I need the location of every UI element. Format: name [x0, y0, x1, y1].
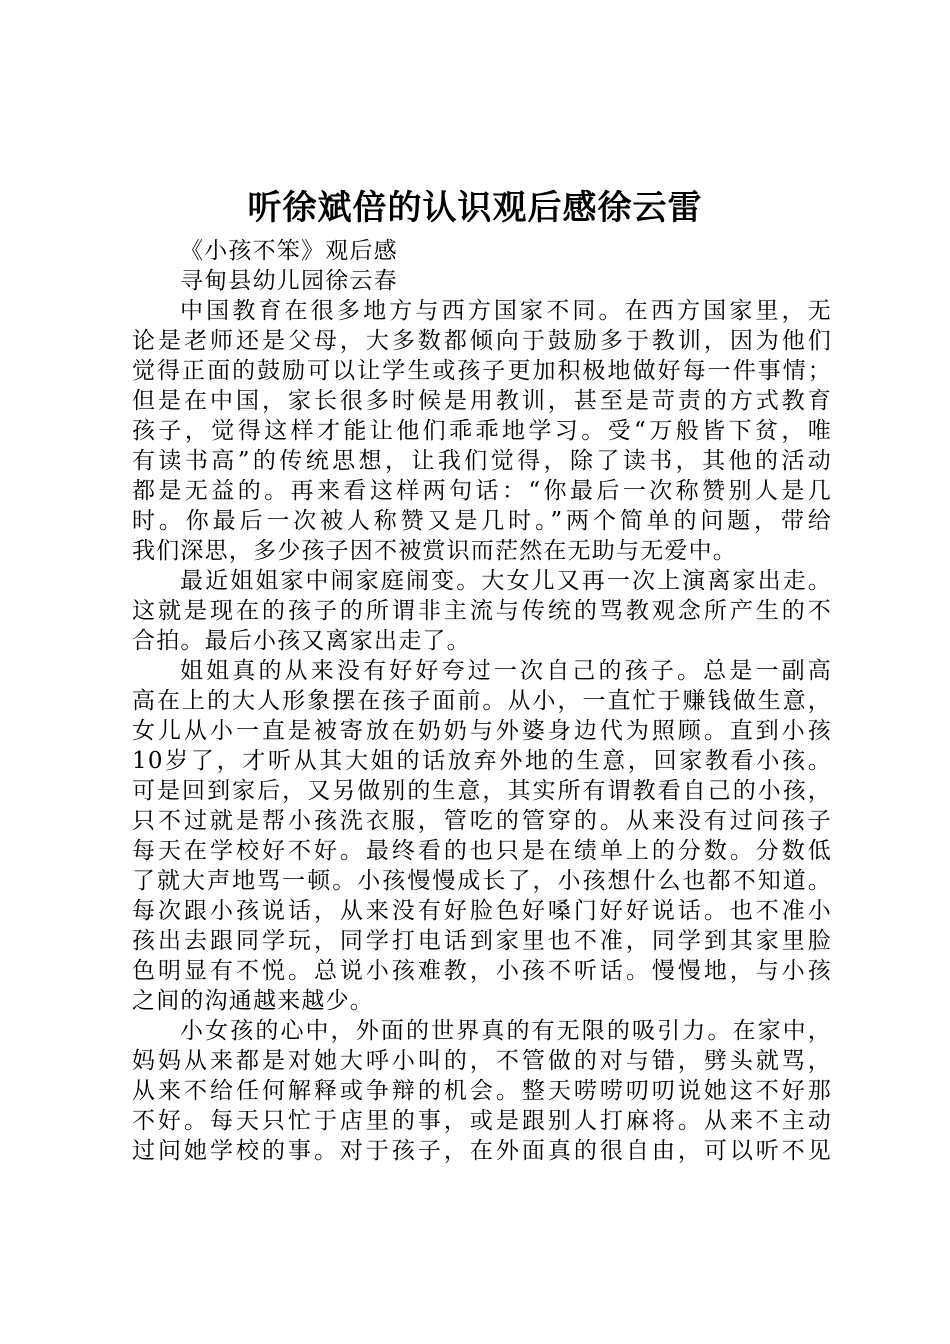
paragraph-line: 最近姐姐家中闹家庭闹变。大女儿又再一次上演离家出走。 [180, 568, 832, 594]
paragraph-line: 小女孩的心中，外面的世界真的有无限的吸引力。在家中， [180, 1018, 832, 1044]
paragraph-line: 高在上的大人形象摆在孩子面前。从小，一直忙于赚钱做生意， [132, 688, 832, 714]
paragraph-line: 合拍。最后小孩又离家出走了。 [132, 628, 471, 654]
paragraph-line: 但是在中国，家长很多时候是用教训，甚至是苛责的方式教育 [132, 388, 832, 414]
paragraph-line: 都是无益的。再来看这样两句话：“你最后一次称赞别人是几 [132, 478, 832, 504]
paragraph-line: 从来不给任何解释或争辩的机会。整天唠唠叨叨说她这不好那 [132, 1078, 832, 1104]
paragraph-line: 了就大声地骂一顿。小孩慢慢成长了，小孩想什么也都不知道。 [132, 868, 832, 894]
paragraph-line: 这就是现在的孩子的所谓非主流与传统的骂教观念所产生的不 [132, 598, 832, 624]
paragraph-line: 妈妈从来都是对她大呼小叫的，不管做的对与错，劈头就骂， [132, 1048, 832, 1074]
paragraph-line: 孩出去跟同学玩，同学打电话到家里也不准，同学到其家里脸 [132, 928, 832, 954]
paragraph-line: 论是老师还是父母，大多数都倾向于鼓励多于教训，因为他们 [132, 328, 832, 354]
paragraph-line: 只不过就是帮小孩洗衣服，管吃的管穿的。从来没有过问孩子 [132, 808, 832, 834]
paragraph-line: 每天在学校好不好。最终看的也只是在绩单上的分数。分数低 [132, 838, 832, 864]
paragraph-line: 我们深思，多少孩子因不被赏识而茫然在无助与无爱中。 [132, 538, 737, 564]
paragraph-line: 过问她学校的事。对于孩子，在外面真的很自由，可以听不见 [132, 1138, 832, 1164]
document-body [132, 236, 832, 1166]
document-title: 听徐斌倍的认识观后感徐云雷 [247, 188, 703, 228]
body-lines [132, 296, 832, 1166]
paragraph-line: 有读书高”的传统思想，让我们觉得，除了读书，其他的活动 [132, 448, 832, 474]
paragraph-line: 时。你最后一次被人称赞又是几时。”两个简单的问题，带给 [132, 508, 832, 534]
paragraph-line: 孩子，觉得这样才能让他们乖乖地学习。受“万般皆下贫，唯 [132, 418, 832, 444]
paragraph-line: 之间的沟通越来越少。 [132, 988, 374, 1014]
paragraph-line: 不好。每天只忙于店里的事，或是跟别人打麻将。从来不主动 [132, 1108, 832, 1134]
author-line: 寻甸县幼儿园徐云春 [180, 268, 398, 294]
paragraph-line: 每次跟小孩说话，从来没有好脸色好嗓门好好说话。也不准小 [132, 898, 832, 924]
paragraph-line: 姐姐真的从来没有好好夸过一次自己的孩子。总是一副高 [180, 658, 832, 684]
paragraph-line: 10岁了，才听从其大姐的话放弃外地的生意，回家教看小孩。 [132, 748, 832, 774]
paragraph-line: 女儿从小一直是被寄放在奶奶与外婆身边代为照顾。直到小孩 [132, 718, 832, 744]
paragraph-line: 可是回到家后，又另做别的生意，其实所有谓教看自己的小孩， [132, 778, 832, 804]
paragraph-line: 色明显有不悦。总说小孩难教，小孩不听话。慢慢地，与小孩 [132, 958, 832, 984]
subtitle-line: 《小孩不笨》观后感 [180, 238, 398, 264]
paragraph-line: 中国教育在很多地方与西方国家不同。在西方国家里，无 [180, 298, 832, 324]
paragraph-line: 觉得正面的鼓励可以让学生或孩子更加积极地做好每一件事情； [132, 358, 832, 384]
